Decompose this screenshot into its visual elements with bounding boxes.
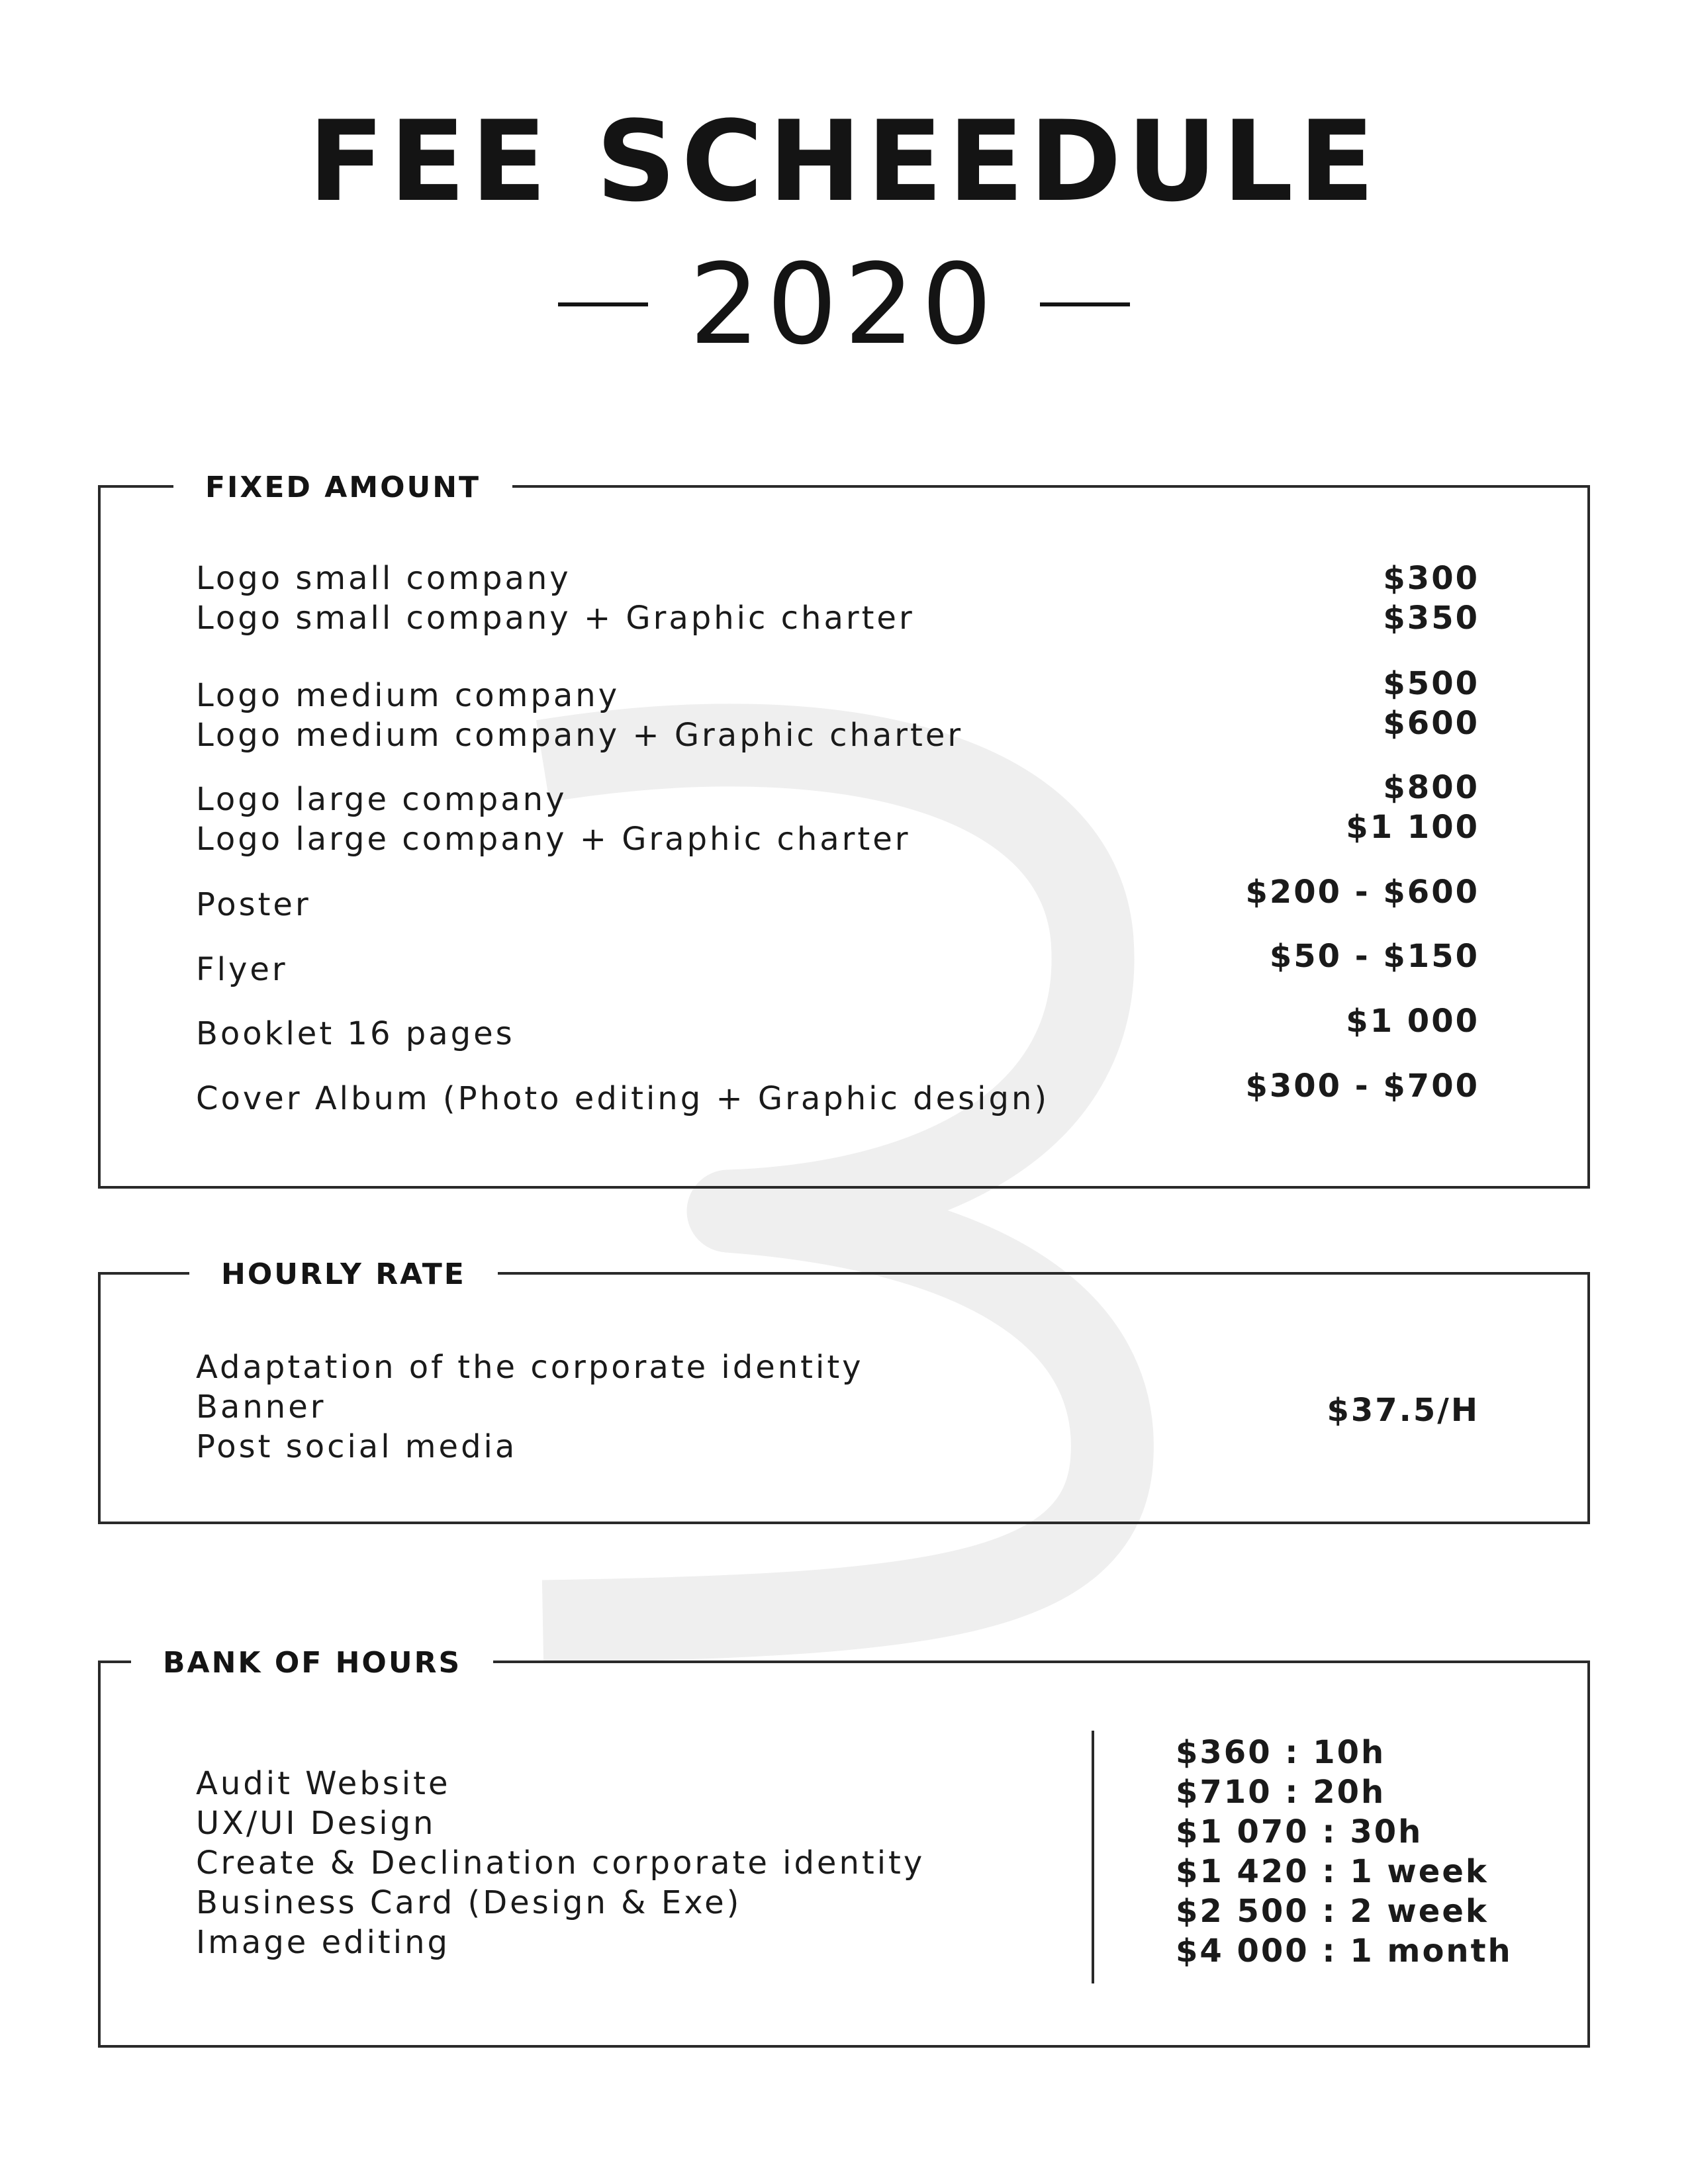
hourly-item-label: Adaptation of the corporate identity: [196, 1349, 864, 1386]
fixed-item-price: $200 - $600: [1245, 874, 1479, 911]
bank-item-label: Create & Declination corporate identity: [196, 1844, 925, 1882]
bank-of-hours-heading: BANK OF HOURS: [131, 1647, 493, 1679]
fixed-item-price: $1 000: [1346, 1003, 1479, 1040]
bank-item-label: Image editing: [196, 1924, 450, 1961]
fixed-item-label: Flyer: [196, 951, 288, 988]
fixed-item-label: Logo small company: [196, 560, 571, 597]
fixed-item-price: $300 - $700: [1245, 1068, 1479, 1105]
bank-price: $4 000 : 1 month: [1176, 1933, 1513, 1970]
bank-divider: [1092, 1731, 1094, 1983]
bank-price: $360 : 10h: [1176, 1734, 1386, 1771]
hourly-item-label: Banner: [196, 1388, 326, 1426]
hourly-rate-price: $37.5/H: [1327, 1392, 1479, 1429]
page-title: FEE SCHEEDULE: [308, 97, 1380, 226]
dash-left: [558, 302, 648, 306]
bank-price: $1 420 : 1 week: [1176, 1853, 1489, 1890]
fixed-item-label: Poster: [196, 886, 311, 923]
fixed-item-price: $500: [1383, 665, 1479, 702]
fixed-item-label: Cover Album (Photo editing + Graphic design): [196, 1080, 1050, 1117]
fixed-item-label: Logo medium company: [196, 677, 620, 714]
bank-price: $710 : 20h: [1176, 1774, 1386, 1811]
fixed-item-label: Logo small company + Graphic charter: [196, 600, 915, 637]
fixed-item-price: $800: [1383, 769, 1479, 806]
year-row: [0, 240, 1688, 369]
fixed-item-label: Logo large company: [196, 781, 567, 818]
fixed-item-price: $600: [1383, 705, 1479, 742]
fixed-item-price: $1 100: [1346, 809, 1479, 846]
fixed-item-price: $50 - $150: [1269, 938, 1479, 975]
hourly-rate-heading: HOURLY RATE: [189, 1259, 498, 1291]
dash-right: [1040, 302, 1130, 306]
hourly-item-label: Post social media: [196, 1428, 518, 1465]
fixed-item-label: Logo large company + Graphic charter: [196, 821, 911, 858]
year: 2020: [689, 240, 999, 369]
fixed-item-label: Booklet 16 pages: [196, 1015, 515, 1052]
fixed-item-price: $300: [1383, 560, 1479, 597]
bank-item-label: Business Card (Design & Exe): [196, 1884, 742, 1921]
bank-item-label: UX/UI Design: [196, 1805, 436, 1842]
bank-price: $2 500 : 2 week: [1176, 1893, 1489, 1930]
bank-price: $1 070 : 30h: [1176, 1813, 1423, 1850]
bank-item-label: Audit Website: [196, 1765, 451, 1802]
fixed-item-label: Logo medium company + Graphic charter: [196, 717, 964, 754]
fixed-amount-heading: FIXED AMOUNT: [173, 472, 512, 504]
fixed-item-price: $350: [1383, 600, 1479, 637]
